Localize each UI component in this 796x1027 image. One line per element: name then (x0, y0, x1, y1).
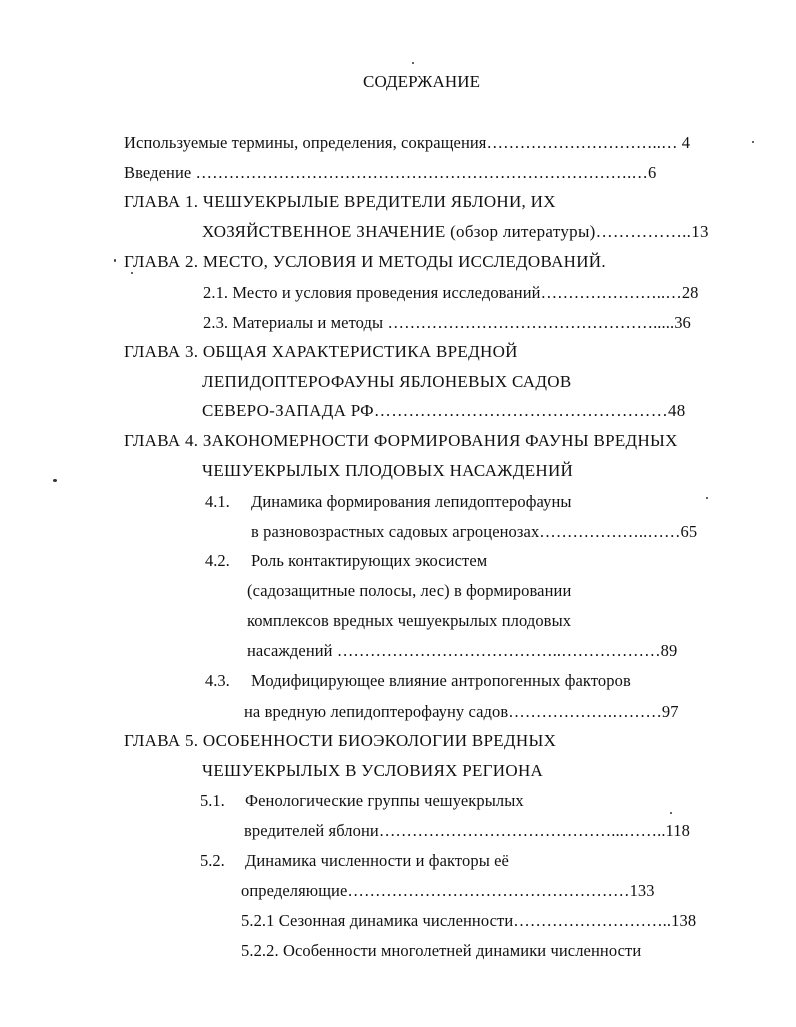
scan-speck (670, 812, 672, 814)
page-title: СОДЕРЖАНИЕ (363, 72, 481, 91)
toc-section-4-3-line-2: на вредную лепидоптерофауну садов……………….………97 (244, 702, 679, 721)
toc-section-4-2-line-1: Роль контактирующих экосистем (251, 551, 488, 570)
toc-section-5-1-line-2: вредителей яблони……………………………………...……..118 (244, 821, 690, 840)
toc-chapter-1-line-2: ХОЗЯЙСТВЕННОЕ ЗНАЧЕНИЕ (обзор литературы)……………..13 (202, 222, 709, 241)
toc-chapter-4-line-2: ЧЕШУЕКРЫЛЫХ ПЛОДОВЫХ НАСАЖДЕНИЙ (202, 461, 574, 480)
toc-section-4-1-number: 4.1. (205, 492, 230, 511)
toc-section-5-2-line-1: Динамика численности и факторы её (245, 851, 509, 870)
toc-section-5-2-1: 5.2.1 Сезонная динамика численности………………………..138 (241, 911, 697, 930)
scan-speck (131, 272, 133, 274)
scan-speck (53, 479, 57, 482)
toc-chapter-3-line-1: ГЛАВА 3. ОБЩАЯ ХАРАКТЕРИСТИКА ВРЕДНОЙ (124, 342, 518, 361)
toc-section-5-2-2: 5.2.2. Особенности многолетней динамики численности (241, 941, 642, 960)
toc-chapter-5-line-1: ГЛАВА 5. ОСОБЕННОСТИ БИОЭКОЛОГИИ ВРЕДНЫХ (124, 731, 557, 750)
toc-chapter-3-line-3: СЕВЕРО-ЗАПАДА РФ……………………………………………48 (202, 401, 686, 420)
scan-speck (114, 259, 116, 262)
toc-section-4-3-number: 4.3. (205, 671, 230, 690)
toc-section-5-1-number: 5.1. (200, 791, 225, 810)
toc-entry-terms: Используемые термины, определения, сокращения…………………………..… 4 (124, 133, 691, 152)
scan-speck (752, 141, 754, 143)
toc-section-4-2-line-4: насаждений …………………………………..………………89 (247, 641, 678, 660)
toc-chapter-3-line-2: ЛЕПИДОПТЕРОФАУНЫ ЯБЛОНЕВЫХ САДОВ (202, 372, 572, 391)
toc-chapter-2-line-1: ГЛАВА 2. МЕСТО, УСЛОВИЯ И МЕТОДЫ ИССЛЕДОВАНИЙ. (124, 252, 606, 271)
toc-section-4-2-line-2: (садозащитные полосы, лес) в формировании (247, 581, 572, 600)
toc-section-4-2-number: 4.2. (205, 551, 230, 570)
scan-speck (706, 497, 708, 499)
toc-section-4-3-line-1: Модифицирующее влияние антропогенных факторов (251, 671, 631, 690)
toc-section-5-2-line-2: определяющие……………………………………………133 (241, 881, 655, 900)
toc-entry-intro: Введение …………………………………………………………………….…6 (124, 163, 657, 182)
toc-section-4-1-line-1: Динамика формирования лепидоптерофауны (251, 492, 572, 511)
toc-chapter-1-line-1: ГЛАВА 1. ЧЕШУЕКРЫЛЫЕ ВРЕДИТЕЛИ ЯБЛОНИ, ИХ (124, 192, 556, 211)
toc-section-2-3: 2.3. Материалы и методы ………………………………………….....36 (203, 313, 691, 332)
toc-section-5-2-number: 5.2. (200, 851, 225, 870)
toc-section-5-1-line-1: Фенологические группы чешуекрылых (245, 791, 524, 810)
scan-speck (412, 62, 414, 64)
toc-chapter-5-line-2: ЧЕШУЕКРЫЛЫХ В УСЛОВИЯХ РЕГИОНА (202, 761, 544, 780)
toc-section-2-1: 2.1. Место и условия проведения исследований…………………..…28 (203, 283, 699, 302)
toc-chapter-4-line-1: ГЛАВА 4. ЗАКОНОМЕРНОСТИ ФОРМИРОВАНИЯ ФАУНЫ ВРЕДНЫХ (124, 431, 678, 450)
toc-section-4-2-line-3: комплексов вредных чешуекрылых плодовых (247, 611, 572, 630)
toc-section-4-1-line-2: в разновозрастных садовых агроценозах………………..……65 (251, 522, 698, 541)
